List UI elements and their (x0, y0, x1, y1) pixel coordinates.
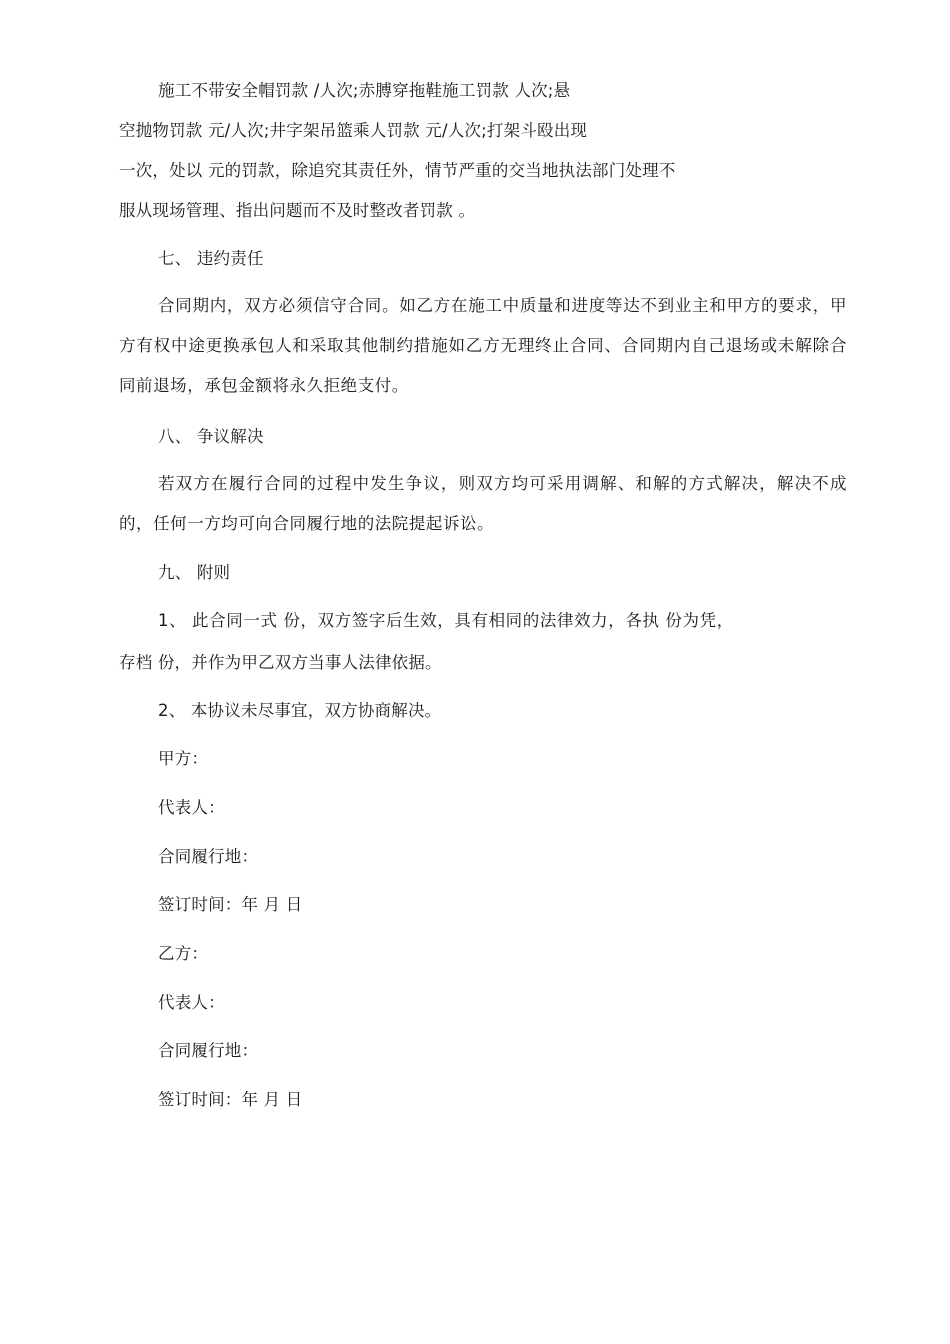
party-b-place: 合同履行地： (158, 1041, 259, 1060)
section-9-heading: 九、 附则 (158, 563, 231, 582)
party-b-representative: 代表人： (158, 993, 225, 1012)
section-9-item-1-line-2: 存档 份，并作为甲乙双方当事人法律依据。 (119, 653, 442, 672)
penalty-line-3: 一次，处以 元的罚款，除追究其责任外，情节严重的交当地执法部门处理不 (119, 161, 676, 180)
penalty-line-2: 空抛物罚款 元/人次;井字架吊篮乘人罚款 元/人次;打架斗殴出现 (119, 121, 588, 140)
section-7-body: 合同期内，双方必须信守合同。如乙方在施工中质量和进度等达不到业主和甲方的要求，甲方有权中途更换承包人和采取其他制约措施如乙方无理终止合同、合同期内自己退场或未解除合同前退场，承包金额将永久拒绝支付。 (119, 296, 847, 395)
party-a-date: 签订时间：年 月 日 (158, 895, 303, 914)
penalty-line-1: 施工不带安全帽罚款 /人次;赤膊穿拖鞋施工罚款 人次;悬 (158, 81, 571, 100)
party-a-label: 甲方： (158, 749, 209, 768)
penalty-line-4: 服从现场管理、指出问题而不及时整改者罚款 。 (119, 201, 476, 220)
section-9-item-2: 2、 本协议未尽事宜，双方协商解决。 (158, 701, 442, 720)
section-8-body: 若双方在履行合同的过程中发生争议，则双方均可采用调解、和解的方式解决，解决不成的，任何一方均可向合同履行地的法院提起诉讼。 (119, 474, 847, 533)
party-a-representative: 代表人： (158, 798, 225, 817)
party-b-date: 签订时间：年 月 日 (158, 1090, 303, 1109)
party-a-place: 合同履行地： (158, 847, 259, 866)
party-b-label: 乙方： (158, 944, 209, 963)
section-8-heading: 八、 争议解决 (158, 427, 264, 446)
section-7-heading: 七、 违约责任 (158, 249, 264, 268)
section-9-item-1-line-1: 1、 此合同一式 份，双方签字后生效，具有相同的法律效力，各执 份为凭， (158, 611, 734, 630)
